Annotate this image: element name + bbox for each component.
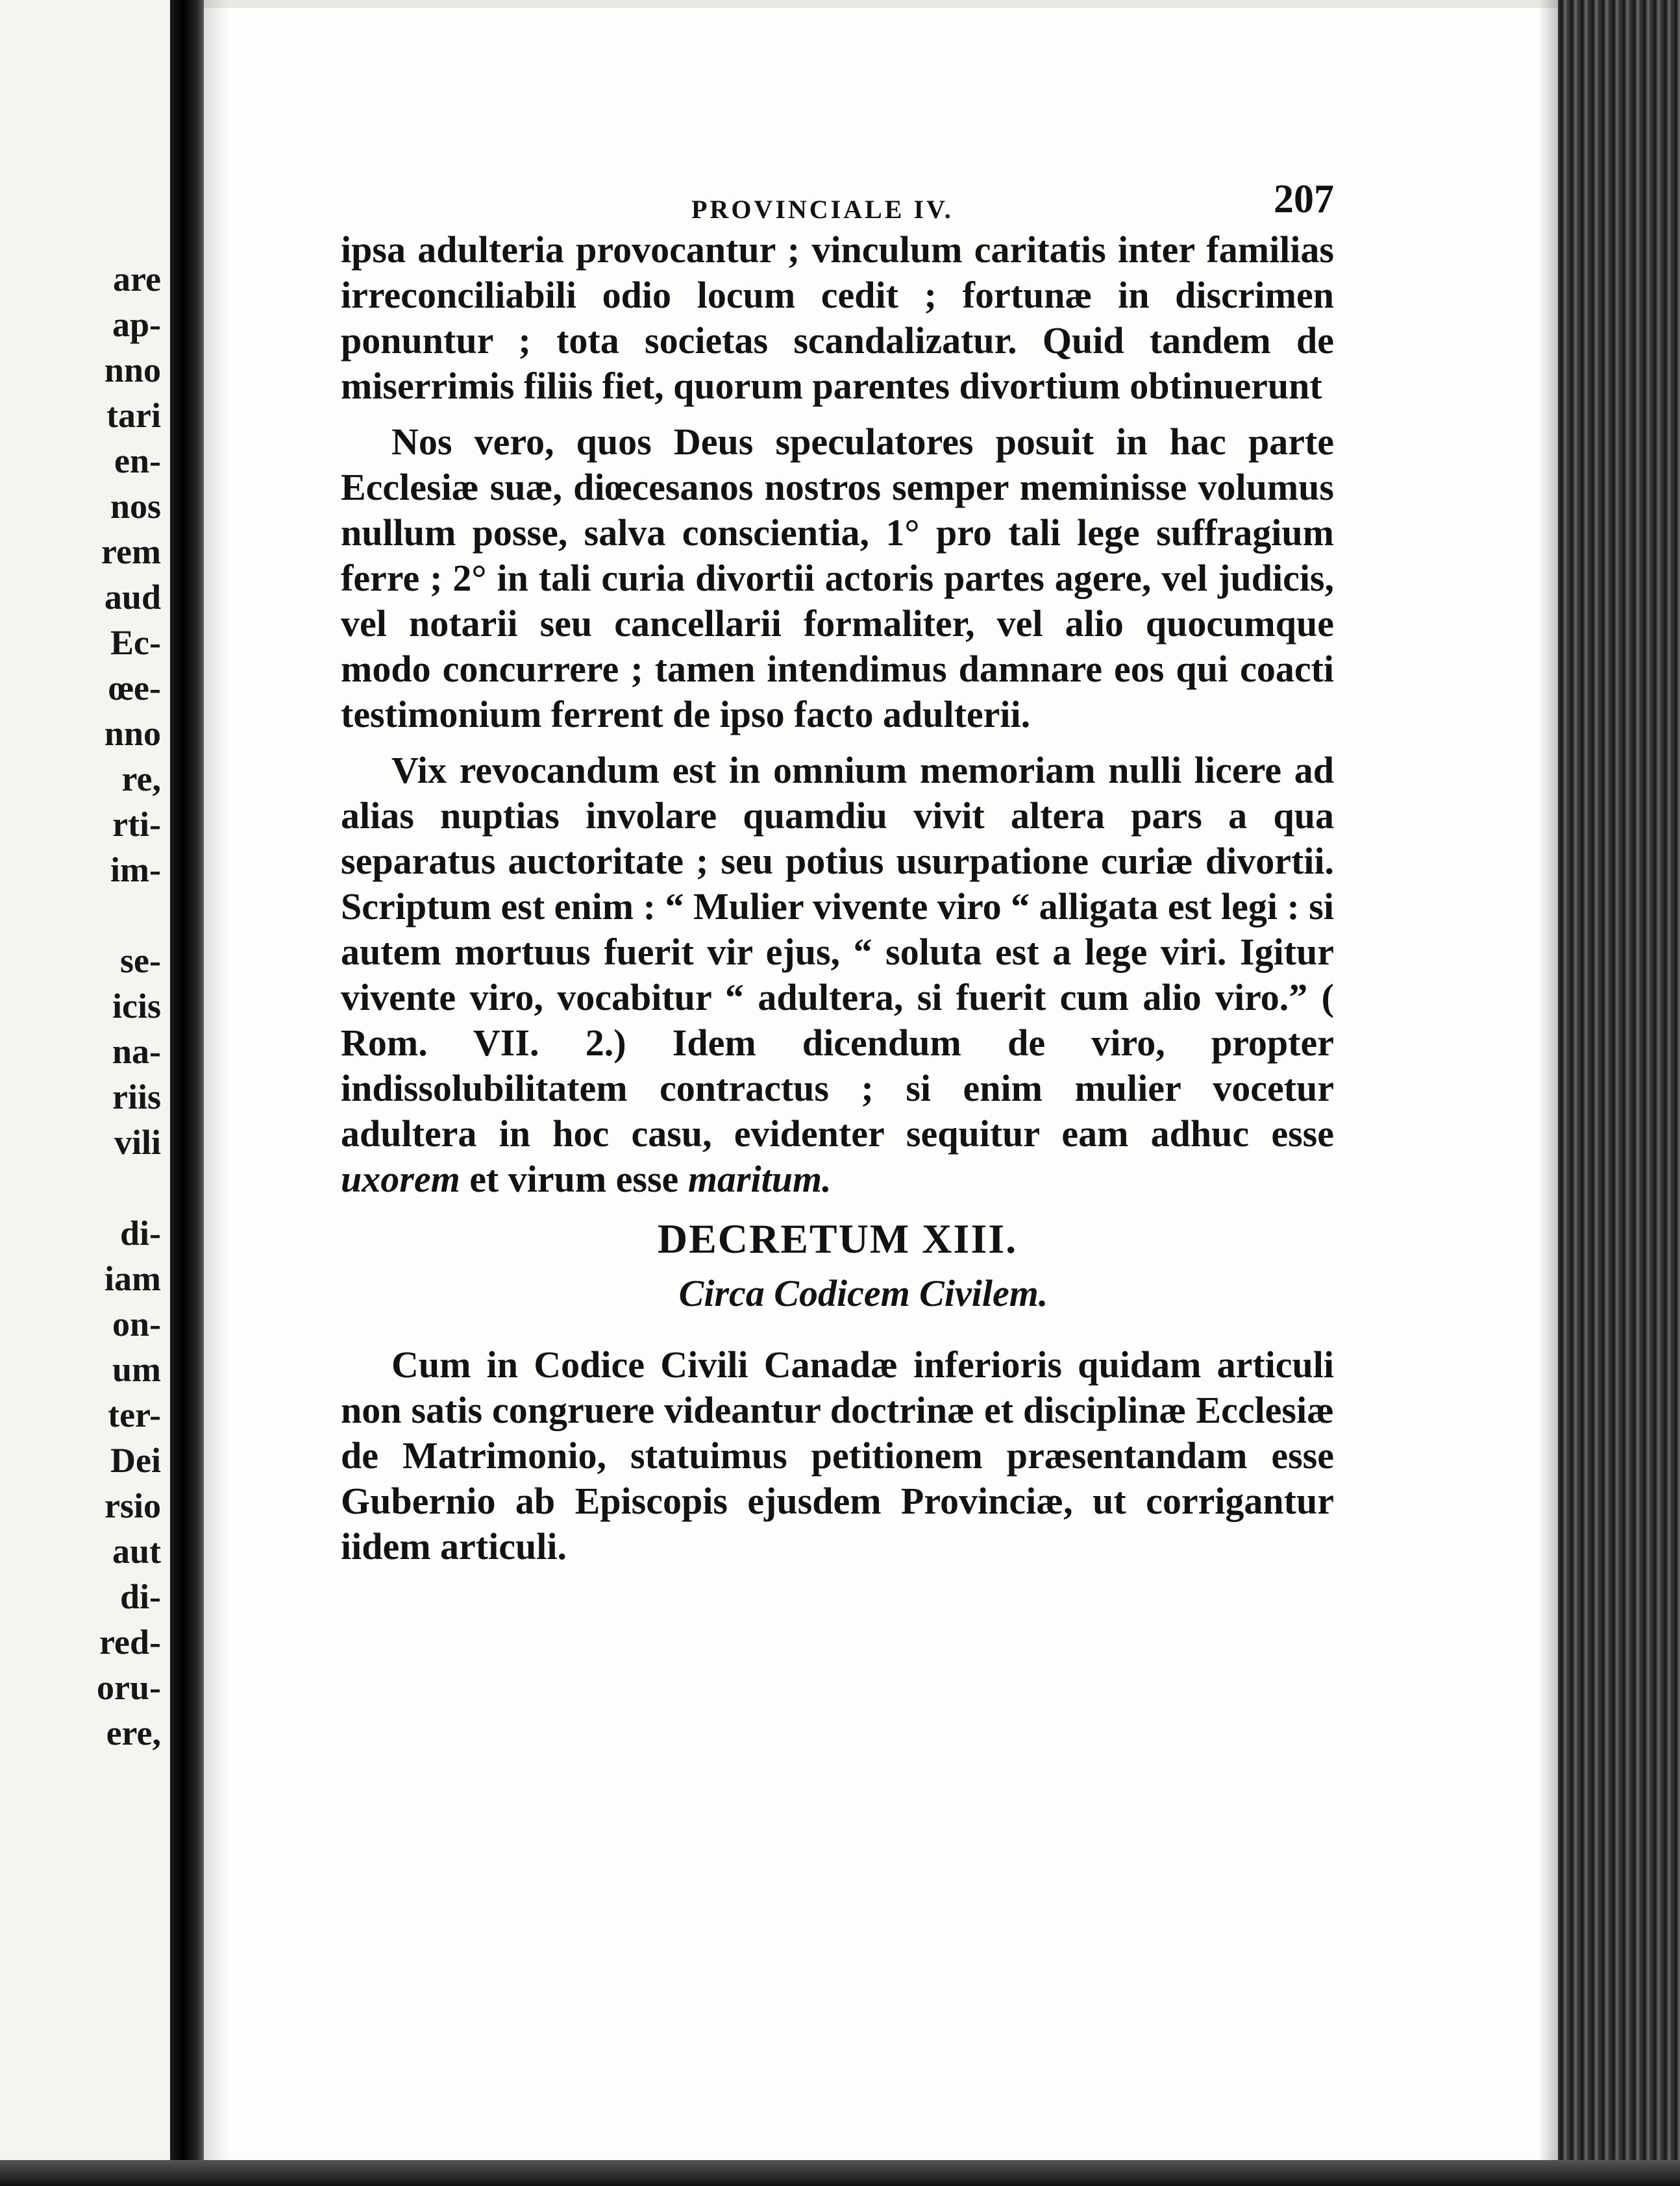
paragraph-3	[341, 748, 1334, 1202]
paragraph-3-mid: et virum esse	[469, 1158, 679, 1200]
book-gutter	[170, 0, 204, 2186]
facing-page-word-fragment: riis	[112, 1077, 161, 1116]
facing-page-word-fragment: um	[112, 1350, 161, 1389]
facing-page-word-fragment: di-	[119, 1577, 161, 1616]
facing-page-word-fragment: rti-	[112, 805, 161, 844]
facing-page-word-fragment: red-	[99, 1623, 161, 1662]
paragraph-2: Nos vero, quos Deus speculatores posuit in hac parte Ecclesiæ suæ, diœcesanos nostros semper meminisse volumus nullum posse, salva conscientia, 1° pro tali lege suffragium ferre ; 2° in tali curia divortii actoris partes agere, vel judicis, vel notarii seu cancellarii formaliter, vel alio quocumque modo concurrere ; tamen intendimus damnare eos qui coacti testimonium ferrent de ipso facto adulterii.	[341, 421, 1334, 735]
italic-maritum: maritum.	[687, 1158, 832, 1200]
page-header	[341, 162, 1334, 227]
facing-page-word-fragment: rsio	[105, 1486, 161, 1525]
facing-page-word-fragment: on-	[112, 1305, 161, 1344]
facing-page-word-fragment: are	[113, 260, 161, 299]
facing-page-word-fragment: nno	[104, 350, 161, 389]
facing-page-word-fragment: iam	[105, 1259, 161, 1298]
facing-page-word-fragment: tari	[106, 396, 161, 435]
gutter-shadow	[204, 0, 230, 2186]
facing-page-word-fragment: oru-	[97, 1668, 161, 1707]
facing-page-word-fragment: aud	[104, 578, 161, 617]
facing-page-word-fragment: rem	[101, 532, 161, 571]
paragraph-3-text: Vix revocandum est in omnium memoriam nulli licere ad alias nuptias involare quamdiu vivit altera pars a qua separatus auctoritate ; seu potius usurpatione curiæ divortii. Scriptum est enim : “ Mulier vivente viro “ alligata est legi : si autem mortuus fuerit vir ejus, “ soluta est a lege viri. Igitur vivente viro, vocabitur “ adultera, si fuerit cum alio viro.” ( Rom. VII. 2.) Idem dicendum de viro, propter indissolubilitatem contractus ; si enim mulier vocetur adultera in hoc casu, evidenter sequitur eam adhuc esse	[341, 749, 1334, 1155]
facing-page-word-fragment: se-	[120, 941, 161, 980]
italic-uxorem: uxorem	[341, 1158, 460, 1200]
facing-page-word-fragment: nno	[104, 714, 161, 753]
facing-page-word-fragment: aut	[112, 1532, 161, 1571]
facing-page-word-fragment: nos	[110, 487, 161, 526]
facing-page-word-fragment: icis	[112, 987, 161, 1025]
facing-page-word-fragment: œe-	[108, 669, 161, 707]
facing-page-word-fragment: Ec-	[110, 623, 161, 662]
decree-title: DECRETUM XIII.	[657, 1216, 1018, 1262]
paragraph-4: Cum in Codice Civili Canadæ inferioris quidam articuli non satis congruere videantur doctrinæ et disciplinæ Ecclesiæ de Matrimonio, statuimus petitionem præsentandam esse Gubernio ab Episcopis ejusdem Provinciæ, ut corrigantur iidem articuli.	[341, 1344, 1334, 1567]
facing-page-word-fragment: re,	[121, 759, 161, 798]
facing-page-word-fragment: ap-	[112, 305, 161, 344]
scan-bottom-edge	[0, 2160, 1680, 2186]
paragraph-1: ipsa adulteria provocantur ; vinculum caritatis inter familias irreconciliabili odio locum cedit ; fortunæ in discrimen ponuntur ; tota societas scandalizatur. Quid tandem de miserrimis filiis fiet, quorum parentes divortium obtinuerunt	[341, 228, 1334, 407]
book-page-edges	[1558, 0, 1680, 2186]
facing-page-word-fragment: ere,	[106, 1713, 161, 1752]
page-number: 207	[1274, 177, 1334, 221]
page-top-edge	[0, 0, 1680, 8]
page-content	[341, 162, 1334, 1580]
facing-page-word-fragment: en-	[114, 441, 161, 480]
facing-page-word-fragment: ter-	[108, 1395, 161, 1434]
running-head: PROVINCIALE IV.	[691, 195, 954, 224]
decree-subtitle: Circa Codicem Civilem.	[678, 1272, 1048, 1314]
page-edge-shadow	[1538, 0, 1558, 2186]
facing-page-word-fragment: im-	[110, 850, 161, 889]
facing-page-word-fragment: vili	[114, 1123, 161, 1162]
facing-page-word-fragment: na-	[112, 1032, 161, 1071]
facing-page-word-fragment: di-	[119, 1214, 161, 1253]
facing-page-word-fragment: Dei	[110, 1441, 161, 1480]
facing-page-fragment	[0, 0, 170, 2186]
